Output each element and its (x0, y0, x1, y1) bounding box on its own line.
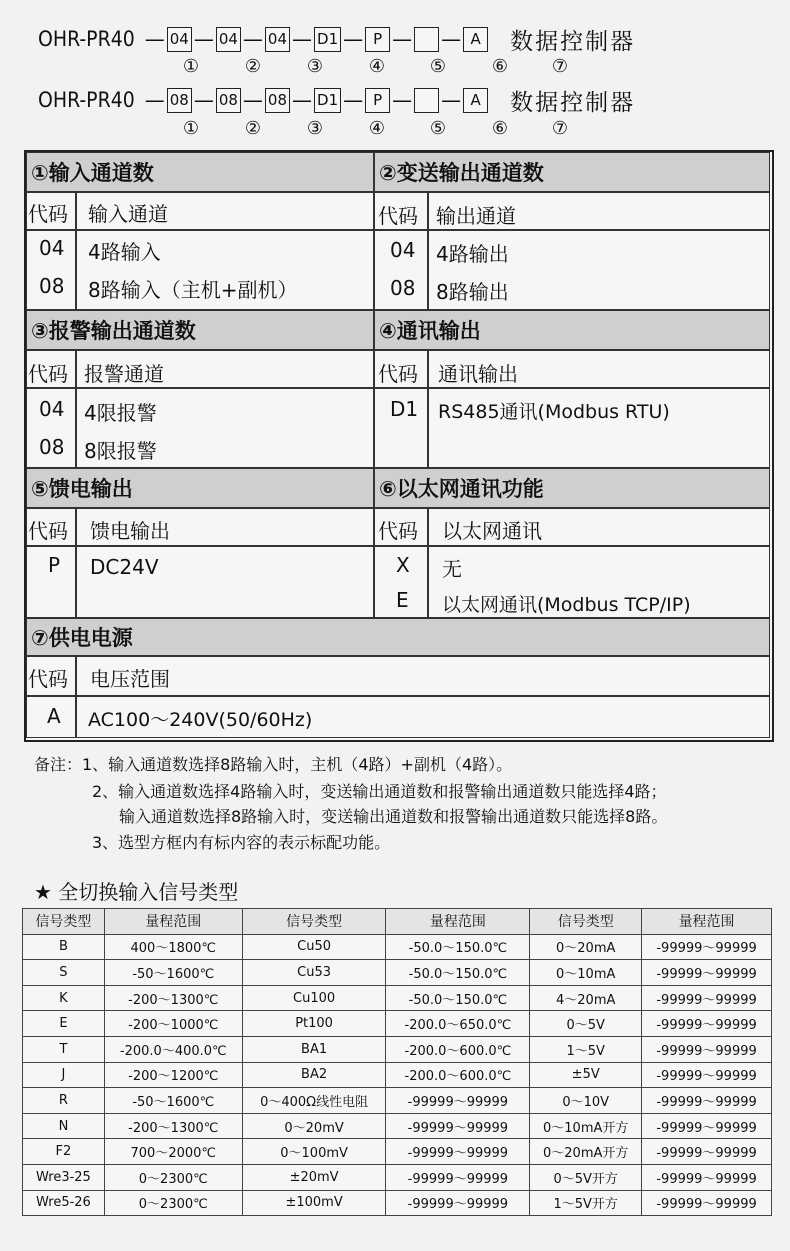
column-header: 信号类型 (23, 909, 105, 935)
code-column-header: 代码 (378, 519, 418, 543)
circled-number: ③ (306, 118, 324, 139)
option-desc: 无 (442, 557, 462, 581)
separator-dash: — (392, 88, 413, 112)
code-box-2: 08 (216, 88, 241, 113)
table-cell: 0～20mA开方 (530, 1139, 642, 1165)
table-row (23, 985, 772, 1011)
table-cell: Cu50 (242, 934, 386, 960)
table-cell: Cu100 (242, 985, 386, 1011)
table-cell: Wre3-25 (23, 1164, 105, 1190)
table-header-row (23, 909, 772, 935)
circled-number: ① (182, 118, 200, 139)
model-suffix: 数据控制器 (510, 28, 636, 55)
table-cell: -99999～99999 (642, 1062, 772, 1088)
circled-number: ⑥ (491, 118, 509, 139)
code-box-4: D1 (314, 27, 341, 52)
separator-dash: — (144, 88, 165, 112)
table-cell: S (23, 960, 105, 986)
code-box-2: 04 (216, 27, 241, 52)
table-cell: 0～10mA开方 (530, 1113, 642, 1139)
table-cell: F2 (23, 1139, 105, 1165)
section-2-header: ②变送输出通道数 (374, 152, 770, 192)
circled-number: ① (182, 56, 200, 77)
separator-dash: — (441, 88, 462, 112)
option-desc: 8路输入（主机+副机） (88, 278, 298, 302)
option-desc: 4路输入 (88, 240, 161, 264)
separator-dash: — (193, 88, 214, 112)
table-cell: -99999～99999 (642, 985, 772, 1011)
signal-types-table (22, 908, 772, 1216)
table-cell: ±5V (530, 1062, 642, 1088)
table-cell: -99999～99999 (642, 1139, 772, 1165)
table-cell: BA2 (242, 1062, 386, 1088)
option-code: 08 (39, 274, 65, 298)
table-cell: -99999～99999 (642, 960, 772, 986)
code-box-3: 08 (265, 88, 290, 113)
section-1-name-header: 输入通道 (88, 202, 168, 226)
code-box-1: 04 (167, 27, 192, 52)
option-code: X (396, 553, 410, 577)
separator-dash: — (292, 27, 313, 51)
table-row (23, 960, 772, 986)
model-spec-table (24, 150, 774, 742)
column-header: 信号类型 (242, 909, 386, 935)
table-cell: -99999～99999 (642, 1113, 772, 1139)
code-column-header: 代码 (28, 202, 68, 226)
section-7-name-header-cell (76, 656, 770, 696)
table-row (23, 1164, 772, 1190)
model-suffix: 数据控制器 (510, 89, 636, 116)
table-cell: 0～100mV (242, 1139, 386, 1165)
table-cell: -50～1600℃ (104, 960, 242, 986)
code-box-4: D1 (314, 88, 341, 113)
table-cell: -200～1000℃ (104, 1011, 242, 1037)
separator-dash: — (292, 88, 313, 112)
table-cell: -200.0～650.0℃ (386, 1011, 530, 1037)
table-cell: -99999～99999 (386, 1139, 530, 1165)
table-cell: -99999～99999 (386, 1113, 530, 1139)
table-cell: -200.0～400.0℃ (104, 1036, 242, 1062)
circled-number: ② (244, 118, 262, 139)
option-code: E (396, 588, 409, 612)
code-column-header: 代码 (28, 667, 68, 691)
table-cell: 0～2300℃ (104, 1190, 242, 1216)
circled-number: ⑥ (491, 56, 509, 77)
circled-number: ③ (306, 56, 324, 77)
separator-dash: — (242, 88, 263, 112)
code-box-7: A (463, 88, 488, 113)
table-row (23, 934, 772, 960)
option-desc: 8路输出 (436, 280, 509, 304)
section-2-name-header: 输出通道 (436, 204, 516, 228)
section-7-name-header: 电压范围 (90, 667, 170, 691)
circled-number: ④ (368, 118, 386, 139)
code-column-header: 代码 (28, 519, 68, 543)
table-cell: ±100mV (242, 1190, 386, 1216)
table-cell: -99999～99999 (386, 1164, 530, 1190)
option-code: D1 (390, 397, 419, 421)
table-cell: -99999～99999 (642, 934, 772, 960)
separator-dash: — (193, 27, 214, 51)
option-desc: DC24V (90, 555, 159, 579)
model-prefix: OHR-PR40 (38, 27, 135, 51)
note-line-3: 输入通道数选择8路输入时，变送输出通道数和报警输出通道数只能选择8路。 (119, 807, 668, 826)
note-line-1: 备注：1、输入通道数选择8路输入时，主机（4路）+副机（4路）。 (34, 755, 513, 774)
table-cell: 0～10mA (530, 960, 642, 986)
circled-number: ⑤ (429, 56, 447, 77)
separator-dash: — (441, 27, 462, 51)
section-6-header: ⑥以太网通讯功能 (374, 468, 770, 508)
section-6-name-header: 以太网通讯 (442, 519, 542, 543)
table-cell: -50～1600℃ (104, 1088, 242, 1114)
separator-dash: — (343, 27, 364, 51)
circled-number: ② (244, 56, 262, 77)
section-1-header: ①输入通道数 (26, 152, 374, 192)
separator-dash: — (343, 88, 364, 112)
table-cell: 0～20mA (530, 934, 642, 960)
table-cell: -200～1300℃ (104, 985, 242, 1011)
signal-types-title: ★ 全切换输入信号类型 (34, 880, 239, 904)
table-row (23, 1190, 772, 1216)
table-cell: -200～1200℃ (104, 1062, 242, 1088)
model-code-line-2 (38, 86, 635, 114)
table-row (23, 1088, 772, 1114)
option-code: 04 (39, 397, 65, 421)
table-cell: -99999～99999 (642, 1011, 772, 1037)
option-desc: 4路输出 (436, 242, 509, 266)
section-4-name-header: 通讯输出 (438, 362, 518, 386)
table-cell: 1～5V (530, 1036, 642, 1062)
table-row (23, 1011, 772, 1037)
option-desc: AC100～240V(50/60Hz) (88, 709, 313, 731)
table-cell: 4～20mA (530, 985, 642, 1011)
table-cell: -99999～99999 (386, 1088, 530, 1114)
table-cell: -50.0～150.0℃ (386, 985, 530, 1011)
circled-numbers-line-2 (0, 118, 790, 140)
code-column-header: 代码 (28, 362, 68, 386)
table-cell: -99999～99999 (642, 1088, 772, 1114)
table-cell: J (23, 1062, 105, 1088)
table-cell: Cu53 (242, 960, 386, 986)
signal-table-body (23, 934, 772, 1216)
table-cell: -200.0～600.0℃ (386, 1062, 530, 1088)
table-cell: 1～5V开方 (530, 1190, 642, 1216)
code-column-header: 代码 (378, 362, 418, 386)
code-box-1: 08 (167, 88, 192, 113)
table-row (23, 1139, 772, 1165)
table-cell: T (23, 1036, 105, 1062)
option-code: A (47, 704, 61, 728)
table-cell: 0～10V (530, 1088, 642, 1114)
table-cell: E (23, 1011, 105, 1037)
table-cell: -99999～99999 (642, 1164, 772, 1190)
section-7-header: ⑦供电电源 (26, 618, 770, 656)
circled-number: ④ (368, 56, 386, 77)
section-4-header: ④通讯输出 (374, 310, 770, 350)
code-box-6 (414, 27, 439, 52)
table-cell: 0～5V (530, 1011, 642, 1037)
circled-number: ⑦ (551, 118, 569, 139)
circled-number: ⑤ (429, 118, 447, 139)
table-cell: 0～20mV (242, 1113, 386, 1139)
circled-numbers-line-1 (0, 56, 790, 78)
option-code: 04 (39, 236, 65, 260)
option-code: 08 (39, 435, 65, 459)
separator-dash: — (242, 27, 263, 51)
option-desc: 8限报警 (84, 439, 157, 463)
table-cell: BA1 (242, 1036, 386, 1062)
table-cell: -200～1300℃ (104, 1113, 242, 1139)
note-line-4: 3、选型方框内有标内容的表示标配功能。 (92, 833, 391, 852)
table-row (23, 1113, 772, 1139)
column-header: 信号类型 (530, 909, 642, 935)
table-cell: B (23, 934, 105, 960)
table-cell: -50.0～150.0℃ (386, 934, 530, 960)
option-desc: 4限报警 (84, 401, 157, 425)
code-box-5: P (365, 88, 390, 113)
section-5-name-header: 馈电输出 (90, 519, 170, 543)
table-cell: R (23, 1088, 105, 1114)
table-cell: K (23, 985, 105, 1011)
column-header: 量程范围 (386, 909, 530, 935)
option-code: 08 (390, 276, 416, 300)
table-cell: 0～2300℃ (104, 1164, 242, 1190)
table-cell: 700～2000℃ (104, 1139, 242, 1165)
table-cell: -50.0～150.0℃ (386, 960, 530, 986)
section-3-header: ③报警输出通道数 (26, 310, 374, 350)
option-code: P (48, 553, 61, 577)
option-desc: RS485通讯(Modbus RTU) (438, 401, 670, 423)
table-cell: -99999～99999 (642, 1036, 772, 1062)
table-cell: 0～5V开方 (530, 1164, 642, 1190)
table-cell: Pt100 (242, 1011, 386, 1037)
column-header: 量程范围 (104, 909, 242, 935)
code-box-3: 04 (265, 27, 290, 52)
table-cell: 400～1800℃ (104, 934, 242, 960)
table-cell: Wre5-26 (23, 1190, 105, 1216)
code-box-6 (414, 88, 439, 113)
section-3-name-header: 报警通道 (84, 362, 164, 386)
column-header: 量程范围 (642, 909, 772, 935)
table-cell: ±20mV (242, 1164, 386, 1190)
model-prefix: OHR-PR40 (38, 88, 135, 112)
option-desc: 以太网通讯(Modbus TCP/IP) (442, 594, 691, 616)
note-line-2: 2、输入通道数选择4路输入时，变送输出通道数和报警输出通道数只能选择4路； (92, 782, 667, 801)
code-box-7: A (463, 27, 488, 52)
separator-dash: — (144, 27, 165, 51)
separator-dash: — (392, 27, 413, 51)
table-cell: -200.0～600.0℃ (386, 1036, 530, 1062)
table-cell: -99999～99999 (386, 1190, 530, 1216)
table-row (23, 1036, 772, 1062)
model-code-line-1 (38, 25, 635, 53)
circled-number: ⑦ (551, 56, 569, 77)
table-cell: N (23, 1113, 105, 1139)
code-column-header: 代码 (378, 204, 418, 228)
table-cell: 0～400Ω线性电阻 (242, 1088, 386, 1114)
option-code: 04 (390, 238, 416, 262)
table-cell: -99999～99999 (642, 1190, 772, 1216)
table-row (23, 1062, 772, 1088)
code-box-5: P (365, 27, 390, 52)
section-5-header: ⑤馈电输出 (26, 468, 374, 508)
